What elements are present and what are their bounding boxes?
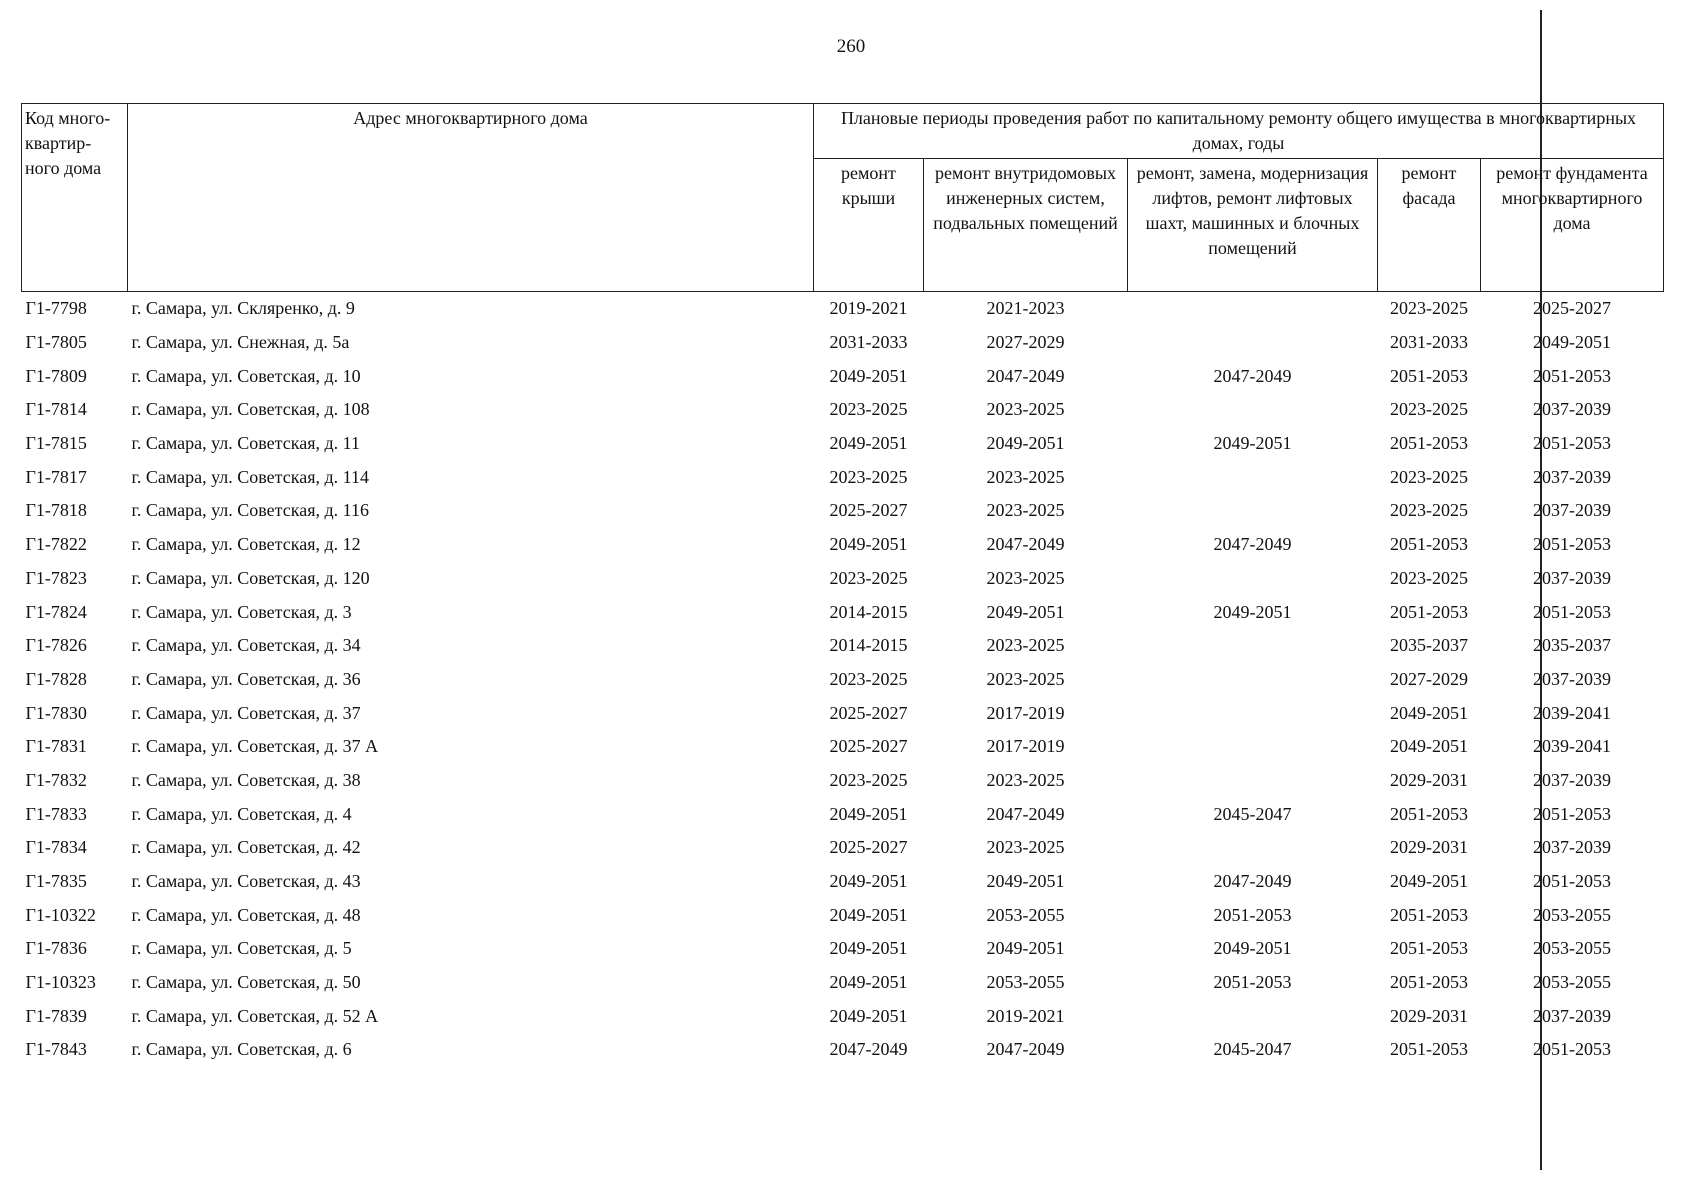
cell-facade: 2035-2037 [1390,635,1468,656]
cell-code: Г1-7839 [25,1005,87,1026]
cell-roof: 2031-2033 [829,332,908,353]
cell-lifts [1128,999,1378,1033]
cell-foundation: 2051-2053 [1533,871,1611,892]
cell-address: г. Самара, ул. Советская, д. 43 [131,871,361,892]
table-row [22,427,1664,461]
cell-address: г. Самара, ул. Советская, д. 5 [131,938,352,959]
cell-lifts [1128,292,1378,326]
cell-facade: 2027-2029 [1390,668,1468,689]
cell-address: г. Самара, ул. Советская, д. 34 [131,635,361,656]
cell-roof: 2014-2015 [829,601,908,622]
cell-roof: 2025-2027 [829,837,908,858]
cell-lifts: 2051-2053 [1213,904,1292,925]
header-foundation: ремонт фундамента многоквартирного дома [1481,159,1664,292]
cell-foundation: 2051-2053 [1533,803,1611,824]
table-row [22,393,1664,427]
cell-systems: 2023-2025 [986,500,1065,521]
cell-code: Г1-7798 [22,292,128,326]
cell-foundation: 2051-2053 [1533,365,1611,386]
cell-facade: 2049-2051 [1390,702,1468,723]
cell-roof: 2049-2051 [829,534,908,555]
cell-code: Г1-10322 [25,904,96,925]
header-planned-periods: Плановые периоды проведения работ по капитальному ремонту общего имущества в многоквартирных домах, годы [814,104,1664,159]
cell-lifts: 2045-2047 [1213,1039,1292,1060]
table-row [22,797,1664,831]
table-row [22,359,1664,393]
cell-systems: 2053-2055 [986,904,1065,925]
cell-address: г. Самара, ул. Советская, д. 108 [131,399,370,420]
page-number: 260 [836,36,866,57]
cell-code: Г1-7831 [25,736,87,757]
cell-systems: 2049-2051 [986,938,1065,959]
cell-facade: 2051-2053 [1390,433,1468,454]
table-row [22,326,1664,360]
capital-repair-schedule-table [21,103,1664,1067]
cell-systems: 2053-2055 [986,972,1065,993]
cell-code: Г1-7823 [25,567,87,588]
cell-address: г. Самара, ул. Советская, д. 37 [131,702,361,723]
cell-lifts: 2047-2049 [1213,534,1292,555]
table-row [22,595,1664,629]
cell-systems: 2023-2025 [986,466,1065,487]
cell-code: Г1-7830 [25,702,87,723]
cell-roof: 2025-2027 [829,500,908,521]
cell-roof: 2049-2051 [829,904,908,925]
cell-systems: 2027-2029 [986,332,1065,353]
cell-systems: 2019-2021 [986,1005,1065,1026]
cell-lifts: 2051-2053 [1213,972,1292,993]
cell-address: г. Самара, ул. Советская, д. 48 [131,904,361,925]
cell-systems: 2021-2023 [924,292,1128,326]
cell-code: Г1-7824 [25,601,87,622]
cell-lifts: 2047-2049 [1213,365,1292,386]
cell-foundation: 2039-2041 [1533,736,1611,757]
cell-address: г. Самара, ул. Советская, д. 120 [131,567,370,588]
table-row [22,966,1664,1000]
table-row [22,696,1664,730]
cell-lifts: 2049-2051 [1213,938,1292,959]
cell-facade: 2051-2053 [1390,972,1468,993]
header-facade: ремонт фасада [1378,159,1481,292]
cell-roof: 2049-2051 [829,365,908,386]
cell-foundation: 2039-2041 [1533,702,1611,723]
cell-systems: 2017-2019 [986,702,1065,723]
cell-code: Г1-7832 [25,769,87,790]
cell-foundation: 2051-2053 [1533,1039,1611,1060]
cell-code: Г1-7828 [25,668,87,689]
table-row [22,831,1664,865]
cell-foundation: 2037-2039 [1533,399,1611,420]
cell-systems: 2047-2049 [986,1039,1065,1060]
cell-facade: 2051-2053 [1390,803,1468,824]
cell-lifts: 2045-2047 [1213,803,1292,824]
cell-code: Г1-7833 [25,803,87,824]
cell-foundation: 2025-2027 [1481,292,1664,326]
cell-address: г. Самара, ул. Советская, д. 10 [131,365,361,386]
cell-lifts [1128,764,1378,798]
cell-code: Г1-7835 [25,871,87,892]
cell-lifts [1128,831,1378,865]
cell-foundation: 2049-2051 [1533,332,1611,353]
cell-roof: 2049-2051 [829,938,908,959]
cell-address: г. Самара, ул. Советская, д. 52 А [131,1005,379,1026]
table-row [22,663,1664,697]
cell-facade: 2029-2031 [1390,1005,1468,1026]
cell-systems: 2023-2025 [986,635,1065,656]
cell-address: г. Самара, ул. Советская, д. 50 [131,972,361,993]
cell-systems: 2023-2025 [986,668,1065,689]
cell-lifts: 2049-2051 [1213,433,1292,454]
cell-address: г. Самара, ул. Советская, д. 12 [131,534,361,555]
cell-address: г. Самара, ул. Советская, д. 6 [131,1039,352,1060]
table-row [22,562,1664,596]
cell-facade: 2023-2025 [1390,466,1468,487]
cell-roof: 2047-2049 [829,1039,908,1060]
table-row [22,898,1664,932]
cell-facade: 2051-2053 [1390,1039,1468,1060]
cell-roof: 2023-2025 [829,567,908,588]
cell-roof: 2049-2051 [829,433,908,454]
cell-facade: 2049-2051 [1390,871,1468,892]
cell-code: Г1-7809 [25,365,87,386]
table-row [22,865,1664,899]
cell-roof: 2023-2025 [829,769,908,790]
cell-systems: 2023-2025 [986,399,1065,420]
cell-lifts [1128,663,1378,697]
cell-facade: 2051-2053 [1390,904,1468,925]
table-row [22,528,1664,562]
cell-systems: 2047-2049 [986,365,1065,386]
cell-systems: 2023-2025 [986,837,1065,858]
cell-systems: 2047-2049 [986,803,1065,824]
cell-foundation: 2037-2039 [1533,1005,1611,1026]
cell-facade: 2029-2031 [1390,769,1468,790]
cell-code: Г1-7826 [25,635,87,656]
cell-foundation: 2051-2053 [1533,534,1611,555]
cell-roof: 2025-2027 [829,736,908,757]
cell-facade: 2023-2025 [1390,500,1468,521]
table-row [22,1033,1664,1067]
cell-systems: 2049-2051 [986,601,1065,622]
cell-code: Г1-7805 [25,332,87,353]
cell-lifts [1128,696,1378,730]
cell-code: Г1-7818 [25,500,87,521]
cell-address: г. Самара, ул. Снежная, д. 5а [131,332,350,353]
cell-code: Г1-7815 [25,433,87,454]
table-row [22,730,1664,764]
cell-systems: 2049-2051 [986,433,1065,454]
cell-facade: 2023-2025 [1378,292,1481,326]
cell-roof: 2014-2015 [829,635,908,656]
cell-lifts: 2047-2049 [1213,871,1292,892]
header-lifts: ремонт, замена, модернизация лифтов, ремонт лифтовых шахт, машинных и блочных помещений [1128,159,1378,292]
cell-roof: 2023-2025 [829,466,908,487]
cell-lifts [1128,326,1378,360]
cell-address: г. Самара, ул. Советская, д. 4 [131,803,352,824]
cell-facade: 2051-2053 [1390,601,1468,622]
cell-code: Г1-7843 [25,1039,87,1060]
header-engineering-systems: ремонт внутридомовых инженерных систем, подвальных помещений [924,159,1128,292]
cell-foundation: 2053-2055 [1533,938,1611,959]
cell-foundation: 2037-2039 [1533,668,1611,689]
cell-code: Г1-7822 [25,534,87,555]
cell-facade: 2031-2033 [1390,332,1468,353]
cell-systems: 2023-2025 [986,567,1065,588]
cell-facade: 2029-2031 [1390,837,1468,858]
cell-address: г. Самара, ул. Советская, д. 37 А [131,736,379,757]
cell-facade: 2051-2053 [1390,938,1468,959]
cell-address: г. Самара, ул. Советская, д. 38 [131,769,361,790]
cell-roof: 2019-2021 [814,292,924,326]
cell-roof: 2023-2025 [829,399,908,420]
table-row [22,460,1664,494]
cell-foundation: 2051-2053 [1533,601,1611,622]
cell-code: Г1-7834 [25,837,87,858]
table-row [22,494,1664,528]
cell-foundation: 2053-2055 [1533,904,1611,925]
cell-roof: 2023-2025 [829,668,908,689]
cell-roof: 2049-2051 [829,803,908,824]
cell-roof: 2049-2051 [829,871,908,892]
cell-lifts [1128,562,1378,596]
table-row [22,629,1664,663]
cell-address: г. Самара, ул. Скляренко, д. 9 [128,292,814,326]
cell-lifts: 2049-2051 [1213,601,1292,622]
cell-systems: 2023-2025 [986,769,1065,790]
cell-lifts [1128,629,1378,663]
cell-lifts [1128,494,1378,528]
cell-foundation: 2053-2055 [1533,972,1611,993]
cell-address: г. Самара, ул. Советская, д. 42 [131,837,361,858]
cell-roof: 2049-2051 [829,1005,908,1026]
cell-address: г. Самара, ул. Советская, д. 116 [131,500,369,521]
table-row [22,764,1664,798]
table-row [22,292,1664,326]
cell-address: г. Самара, ул. Советская, д. 11 [131,433,360,454]
cell-code: Г1-7836 [25,938,87,959]
cell-facade: 2049-2051 [1390,736,1468,757]
cell-facade: 2051-2053 [1390,534,1468,555]
cell-address: г. Самара, ул. Советская, д. 36 [131,668,361,689]
table-row [22,932,1664,966]
cell-systems: 2017-2019 [986,736,1065,757]
table-row [22,999,1664,1033]
cell-foundation: 2037-2039 [1533,837,1611,858]
cell-address: г. Самара, ул. Советская, д. 114 [131,466,369,487]
cell-roof: 2025-2027 [829,702,908,723]
cell-lifts [1128,730,1378,764]
cell-code: Г1-7817 [25,466,87,487]
cell-foundation: 2037-2039 [1533,769,1611,790]
cell-code: Г1-10323 [25,972,96,993]
cell-foundation: 2035-2037 [1533,635,1611,656]
cell-facade: 2023-2025 [1390,399,1468,420]
cell-foundation: 2051-2053 [1533,433,1611,454]
cell-systems: 2047-2049 [986,534,1065,555]
table-body [22,292,1664,1067]
cell-systems: 2049-2051 [986,871,1065,892]
cell-lifts [1128,460,1378,494]
header-code: Код много-квартир-ного дома [22,104,128,292]
cell-facade: 2051-2053 [1390,365,1468,386]
cell-lifts [1128,393,1378,427]
cell-roof: 2049-2051 [829,972,908,993]
cell-foundation: 2037-2039 [1533,500,1611,521]
cell-address: г. Самара, ул. Советская, д. 3 [131,601,352,622]
cell-code: Г1-7814 [25,399,87,420]
table-header [22,104,1664,292]
cell-facade: 2023-2025 [1390,567,1468,588]
cell-foundation: 2037-2039 [1533,567,1611,588]
header-address: Адрес многоквартирного дома [128,104,814,292]
header-roof-repair: ремонт крыши [814,159,924,292]
cell-foundation: 2037-2039 [1533,466,1611,487]
